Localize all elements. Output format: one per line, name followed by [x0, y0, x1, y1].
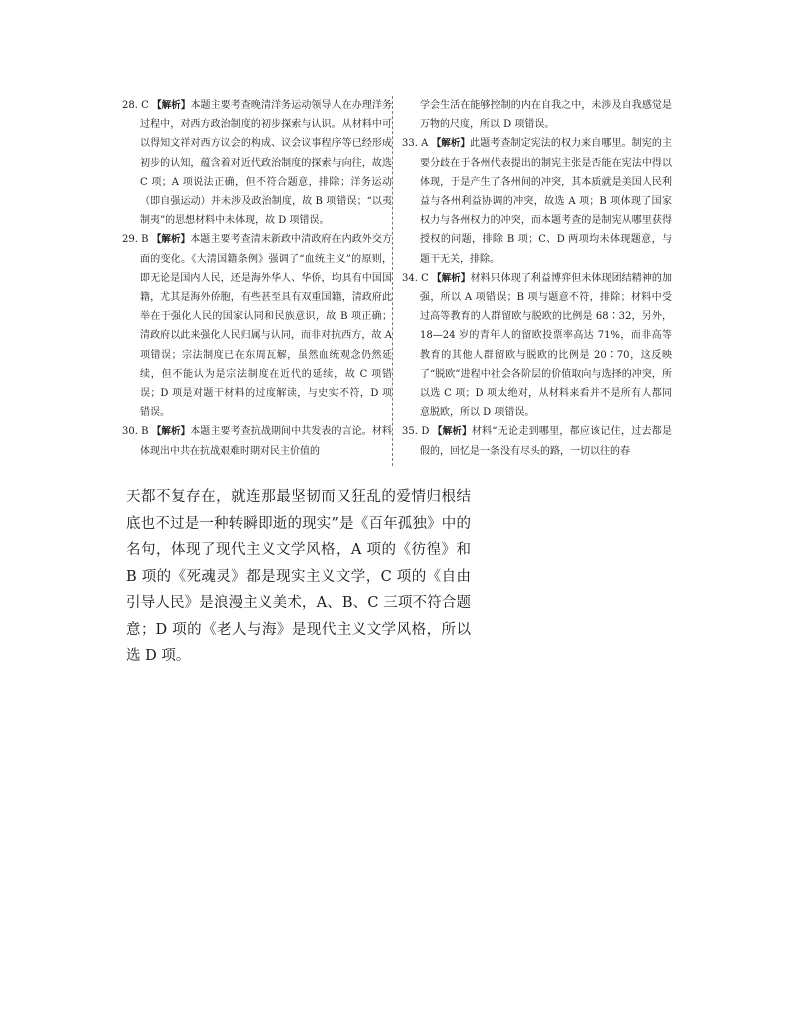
bottom-paragraph: 天都不复存在，就连那最坚韧而又狂乱的爱情归根结底也不过是一种转瞬即逝的现实”是《百年孤独》中的名句，体现了现代主义文学风格，A 项的《彷徨》和 B 项的《死魂灵》都是现实主义文学，C 项的《自由引导人民》是浪漫主义美术，A、B、C 三项不符合题意；D 项的《老人与海》是现代主义文学风格，所以选 D 项。 [126, 489, 471, 664]
answer-34-text: 材料只体现了利益博弈但未体现团结精神的加强，所以 A 项错误；B 项与题意不符，排除；材料中受过高等教育的人群留欧与脱欧的比例是 68∶32，另外，18—24 岁的青年人的留欧投票率高达 71%，而非高等教育的其他人群留欧与脱欧的比例是 20∶70，这反映了“脱欧”进程中社会各阶层的价值取向与选择的冲突，所以选 C 项；D 项太绝对，从材料来看并不是所有人都同意脱欧，所以 D 项错误。 [420, 272, 673, 419]
answer-28-number: 28. C [122, 100, 149, 111]
column-divider [392, 96, 393, 466]
analysis-tag: 【解析】 [151, 426, 191, 438]
analysis-tag: 【解析】 [432, 426, 472, 438]
answer-29-number: 29. B [122, 234, 149, 246]
answer-34 [402, 269, 672, 423]
answer-35-number: 35. D [402, 426, 430, 438]
answer-35 [402, 422, 672, 460]
answer-33 [402, 134, 672, 268]
right-column [402, 96, 672, 461]
answer-28 [122, 96, 392, 230]
analysis-tag: 【解析】 [431, 138, 471, 150]
answer-35-continuation [126, 484, 471, 670]
answer-33-text: 此题考查制定宪法的权力来自哪里。制宪的主要分歧在于各州代表提出的制宪主张是否能在宪法中得以体现，于是产生了各州间的冲突，其本质就是美国人民利益与各州利益协调的冲突，故选 A 项；B 项体现了国家权力与各州权力的冲突，而本题考查的是制宪从哪里获得授权的问题，排除 B 项；C、D 两项均未体现题意，与题干无关，排除。 [420, 138, 672, 265]
left-column [122, 96, 392, 461]
analysis-tag: 【解析】 [151, 234, 191, 246]
answer-29 [122, 230, 392, 422]
answer-30-continuation: 学会生活在能够控制的内在自我之中，未涉及自我感觉是万物的尺度，所以 D 项错误。 [420, 100, 672, 131]
answer-29-text: 本题主要考查清末新政中清政府在内政外交方面的变化。《大清国籍条例》强调了“血统主义”的原则，即无论是国内人民，还是海外华人、华侨，均具有中国国籍，尤其是海外侨胞，有些甚至具有双重国籍，清政府此举在于强化人民的国家认同和民族意识，故 B 项正确；清政府以此来强化人民归属与认同，而非对抗西方，故 A 项错误；宗法制度已在东周瓦解，虽然血统观念仍然延续，但不能认为是宗法制度在近代的延续，故 C 项错误；D 项是对题干材料的过度解读，与史实不符，D 项错误。 [140, 234, 392, 419]
analysis-tag: 【解析】 [432, 272, 471, 284]
answer-30-text: 本题主要考查抗战期间中共发表的言论。材料体现出中共在抗战艰难时期对民主价值的 [140, 426, 392, 457]
answer-30 [122, 422, 392, 460]
analysis-tag: 【解析】 [152, 100, 191, 111]
answer-28-text: 本题主要考查晚清洋务运动领导人在办理洋务过程中，对西方政治制度的初步探索与认识。从材料中可以得知文祥对西方议会的构成、议会议事程序等已经形成初步的认知，蕴含着对近代政治制度的探索与向往，故选 C 项；A 项说法正确，但不符合题意，排除；洋务运动（即自强运动）并未涉及政治制度，故 B 项错误；“以夷制夷”的思想材料中未体现，故 D 项错误。 [140, 100, 393, 227]
answer-30-number: 30. B [122, 426, 149, 438]
answer-34-number: 34. C [402, 272, 429, 284]
answer-35-text: 材料“无论走到哪里，都应该记住，过去都是假的，回忆是一条没有尽头的路，一切以往的春 [420, 426, 672, 457]
answer-33-number: 33. A [402, 138, 429, 150]
